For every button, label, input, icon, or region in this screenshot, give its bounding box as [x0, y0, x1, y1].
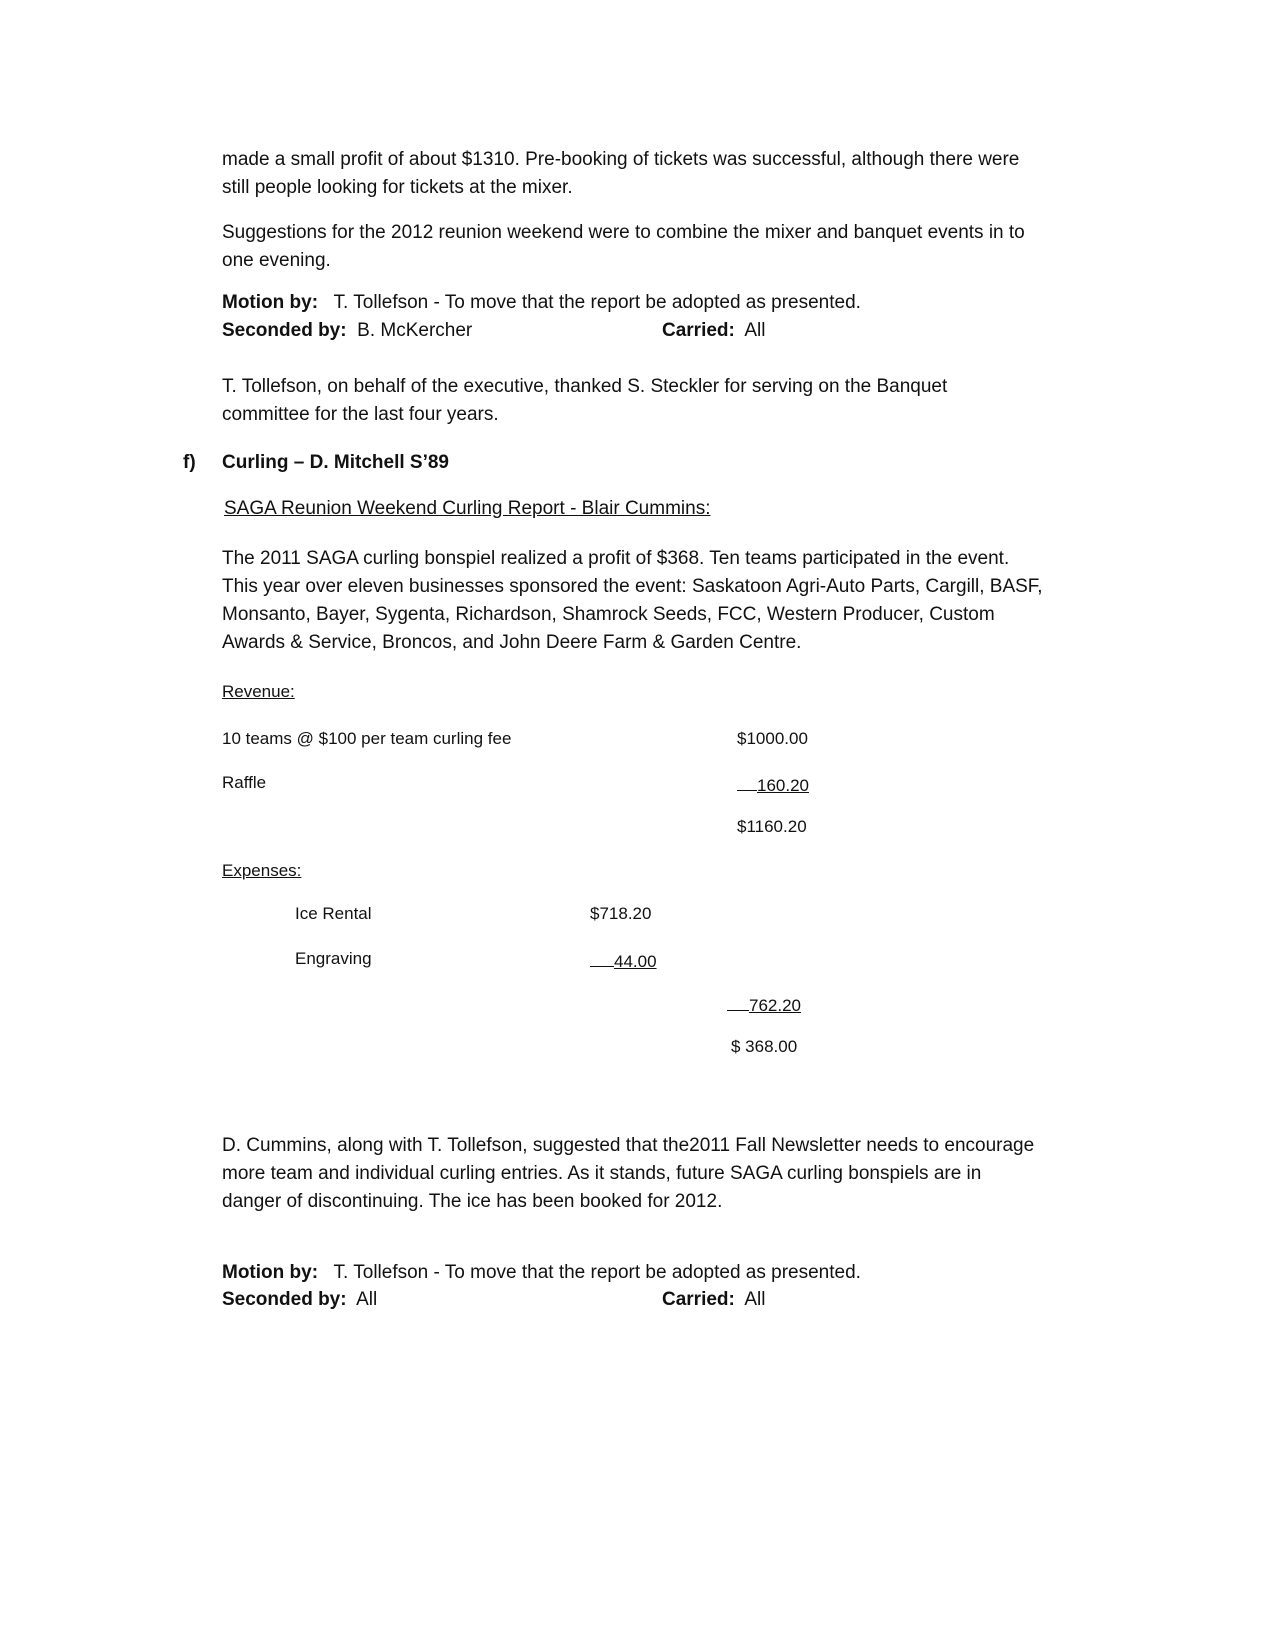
- carried-line: [662, 320, 766, 342]
- carried-text: All: [744, 320, 766, 341]
- report-title: SAGA Reunion Weekend Curling Report - Blair Cummins:: [224, 498, 711, 519]
- revenue-item-amount: [737, 773, 809, 796]
- report-line: Awards & Service, Broncos, and John Deere Farm & Garden Centre.: [222, 632, 802, 653]
- suggestion-paragraph: [222, 219, 1122, 275]
- intro-paragraph: [222, 146, 1122, 202]
- section-letter: f): [183, 452, 196, 473]
- suggestion-line: one evening.: [222, 250, 331, 271]
- motion-line: [222, 292, 861, 314]
- report-line: This year over eleven businesses sponsored the event: Saskatoon Agri-Auto Parts, Cargill, BASF,: [222, 576, 1043, 597]
- carried-label: Carried:: [662, 320, 735, 341]
- net-profit: $ 368.00: [731, 1037, 798, 1056]
- closing-line: D. Cummins, along with T. Tollefson, suggested that the2011 Fall Newsletter needs to encourage: [222, 1135, 1035, 1156]
- engraving-amount: 44.00: [614, 952, 657, 971]
- closing-line: more team and individual curling entries. As it stands, future SAGA curling bonspiels are in: [222, 1163, 982, 1184]
- closing-paragraph: [222, 1132, 1122, 1216]
- report-line: The 2011 SAGA curling bonspiel realized a profit of $368. Ten teams participated in the event.: [222, 548, 1010, 569]
- raffle-amount: 160.20: [757, 776, 809, 795]
- intro-line: still people looking for tickets at the mixer.: [222, 177, 573, 198]
- revenue-total: $1160.20: [737, 817, 807, 836]
- report-line: Monsanto, Bayer, Sygenta, Richardson, Shamrock Seeds, FCC, Western Producer, Custom: [222, 604, 995, 625]
- seconded-label: Seconded by:: [222, 1289, 347, 1310]
- carried-line: [662, 1289, 766, 1311]
- report-paragraph: [222, 545, 1122, 657]
- closing-line: danger of discontinuing. The ice has been booked for 2012.: [222, 1191, 723, 1212]
- thanks-line: T. Tollefson, on behalf of the executive, thanked S. Steckler for serving on the Banquet: [222, 376, 948, 397]
- underline-pad: [590, 949, 614, 967]
- expense-item-amount: [590, 949, 657, 972]
- motion-label: Motion by:: [222, 1262, 319, 1283]
- motion-line: [222, 1262, 861, 1284]
- underline-pad: [737, 773, 757, 791]
- motion-label: Motion by:: [222, 292, 319, 313]
- seconded-label: Seconded by:: [222, 320, 347, 341]
- motion-text: T. Tollefson - To move that the report be adopted as presented.: [333, 1262, 861, 1283]
- thanks-paragraph: [222, 373, 1122, 429]
- carried-text: All: [744, 1289, 766, 1310]
- expenses-total-amount: 762.20: [749, 996, 801, 1015]
- seconded-text: All: [356, 1289, 378, 1310]
- underline-pad: [727, 993, 749, 1011]
- seconded-line: [222, 320, 472, 342]
- motion-text: T. Tollefson - To move that the report be adopted as presented.: [333, 292, 861, 313]
- seconded-line: [222, 1289, 377, 1311]
- expenses-heading: Expenses:: [222, 861, 302, 880]
- suggestion-line: Suggestions for the 2012 reunion weekend were to combine the mixer and banquet events in to: [222, 222, 1025, 243]
- carried-label: Carried:: [662, 1289, 735, 1310]
- expense-item-label: Ice Rental: [295, 904, 372, 923]
- expenses-total: [727, 993, 801, 1016]
- revenue-heading: Revenue:: [222, 682, 295, 701]
- revenue-item-label: 10 teams @ $100 per team curling fee: [222, 729, 512, 748]
- intro-line: made a small profit of about $1310. Pre-booking of tickets was successful, although there were: [222, 149, 1020, 170]
- section-heading: Curling – D. Mitchell S’89: [222, 452, 449, 473]
- seconded-text: B. McKercher: [357, 320, 473, 341]
- revenue-item-label: Raffle: [222, 773, 267, 792]
- revenue-item-amount: $1000.00: [737, 729, 808, 748]
- expense-item-label: Engraving: [295, 949, 372, 968]
- thanks-line: committee for the last four years.: [222, 404, 499, 425]
- expense-item-amount: $718.20: [590, 904, 652, 923]
